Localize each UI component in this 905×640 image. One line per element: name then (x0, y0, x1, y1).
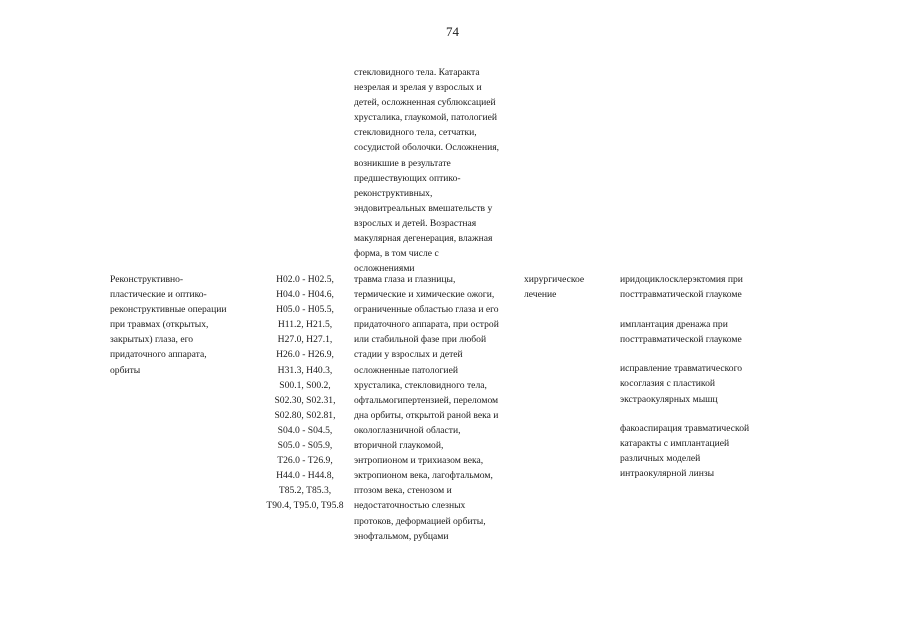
text-line: ограниченные областью глаза и его (354, 304, 499, 316)
text-line: H02.0 - H02.5, (276, 274, 334, 285)
text-line: имплантация дренажа при (620, 318, 728, 330)
text-line: вторичной глаукомой, (354, 440, 444, 452)
text-line: термические и химические ожоги, (354, 289, 495, 301)
text-line: H31.3, H40.3, (277, 364, 333, 376)
text-line: S02.80, S02.81, (274, 409, 336, 421)
text-line: или стабильной фазе при любой (354, 334, 487, 346)
text-line: при травмах (открытых, (110, 319, 209, 331)
text-line: форма, в том числе с (354, 248, 439, 260)
treatment-type (524, 272, 584, 302)
text-line: протоков, деформацией орбиты, (354, 515, 486, 527)
text-line: катаракты с имплантацией (620, 438, 730, 450)
text-line: лечение (524, 289, 557, 301)
text-line: стекловидного тела, сетчатки, (354, 127, 477, 139)
text-line: экстраокулярных мышц (620, 393, 718, 405)
text-line: интраокулярной линзы (620, 468, 715, 480)
text-line: эктропионом века, лагофтальмом, (354, 470, 493, 482)
text-line: эндовитреальных вмешательств у (354, 202, 493, 214)
text-line: различных моделей (620, 453, 701, 465)
text-line: T90.4, T95.0, T95.8 (266, 500, 344, 512)
text-line: иридоциклосклерэктомия при (620, 274, 743, 285)
text-line: исправление травматического (620, 363, 743, 375)
text-line: стекловидного тела. Катаракта (354, 67, 480, 78)
text-line: осложненные патологией (354, 364, 458, 376)
text-line: H11.2, H21.5, (277, 319, 333, 331)
text-line: дна орбиты, открытой раной века и (354, 409, 499, 421)
text-line: энофтальмом, рубцами (354, 530, 449, 542)
text-line: закрытых) глаза, его (110, 334, 194, 346)
text-line: орбиты (110, 364, 141, 376)
text-line: S04.0 - S04.5, (277, 424, 333, 436)
icd-codes (250, 272, 360, 514)
text-line: осложнениями (354, 263, 415, 275)
prev-row-diagnosis (354, 65, 499, 276)
text-line: косоглазия с пластикой (620, 378, 716, 390)
text-line: недостаточностью слезных (354, 500, 466, 512)
text-line: реконструктивных, (354, 187, 433, 199)
procedure-group-name (110, 272, 226, 378)
text-line: придаточного аппарата, при острой (354, 319, 499, 331)
text-line: предшествующих оптико- (354, 172, 461, 184)
text-line: S00.1, S00.2, (279, 379, 331, 391)
text-line: хрусталика, глаукомой, патологией (354, 112, 497, 124)
page-number: 74 (446, 24, 459, 39)
text-line: офтальмогипертензией, переломом (354, 394, 499, 406)
text-line: H05.0 - H05.5, (276, 304, 334, 316)
text-line: придаточного аппарата, (110, 349, 207, 361)
text-line: H27.0, H27.1, (277, 334, 333, 346)
text-line: S05.0 - S05.9, (277, 440, 333, 452)
text-line: птозом века, стенозом и (354, 485, 452, 497)
text-line: реконструктивные операции (110, 304, 227, 316)
text-line: энтропионом и трихиазом века, (354, 455, 484, 467)
text-line: детей, осложненная сублюксацией (354, 97, 496, 109)
text-line: H26.0 - H26.9, (276, 349, 334, 361)
text-line: незрелая и зрелая у взрослых и (354, 82, 482, 94)
text-line: H44.0 - H44.8, (276, 470, 334, 482)
treatment-method-item (620, 272, 749, 302)
treatment-method-item (620, 317, 749, 347)
treatment-method-item (620, 421, 749, 481)
text-line: факоаспирация травматической (620, 423, 750, 435)
text-line: S02.30, S02.31, (274, 394, 336, 406)
treatment-method-item (620, 361, 749, 406)
text-line: возникшие в результате (354, 157, 451, 169)
text-line: посттравматической глаукоме (620, 289, 742, 301)
text-line: хирургическое (524, 274, 585, 285)
text-line: Реконструктивно- (110, 274, 184, 285)
treatment-methods (620, 272, 749, 496)
text-line: взрослых и детей. Возрастная (354, 217, 477, 229)
text-line: хрусталика, стекловидного тела, (354, 379, 487, 391)
text-line: травма глаза и глазницы, (354, 274, 456, 285)
text-line: пластические и оптико- (110, 289, 207, 301)
text-line: T26.0 - T26.9, (277, 455, 333, 467)
text-line: T85.2, T85.3, (278, 485, 332, 497)
text-line: окологлазничной области, (354, 424, 461, 436)
text-line: стадии у взрослых и детей (354, 349, 463, 361)
text-line: сосудистой оболочки. Осложнения, (354, 142, 500, 154)
text-line: H04.0 - H04.6, (276, 289, 334, 301)
text-line: посттравматической глаукоме (620, 333, 742, 345)
diagnosis-description (354, 272, 499, 544)
text-line: макулярная дегенерация, влажная (354, 233, 493, 245)
